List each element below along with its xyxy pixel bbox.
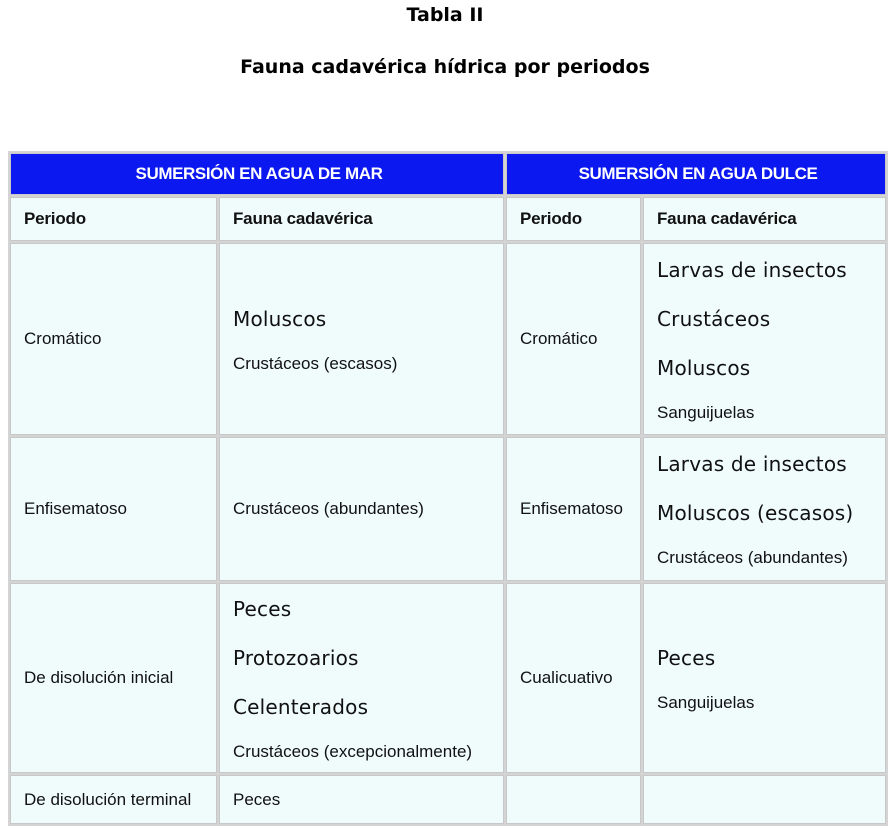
fauna-item: Crustáceos (excepcionalmente) <box>233 741 473 761</box>
table-caption: Tabla II <box>406 4 484 26</box>
fauna-item: Larvas de insectos <box>657 257 847 282</box>
periodo-mar-cell: De disolución inicial <box>10 583 217 773</box>
table-subtitle: Fauna cadavérica hídrica por periodos <box>240 56 650 78</box>
table-row <box>10 583 886 773</box>
fauna-item: Crustáceos (abundantes) <box>657 548 848 567</box>
fauna-item: Peces <box>657 645 716 670</box>
table-row <box>10 437 886 581</box>
subheader-row <box>10 197 886 241</box>
fauna-mar-cell <box>219 583 504 773</box>
fauna-mar-cell <box>219 243 504 435</box>
fauna-item: Moluscos <box>657 355 751 380</box>
periodo-dulce-cell: Cualicuativo <box>506 583 641 773</box>
header-agua-de-mar: SUMERSIÓN EN AGUA DE MAR <box>10 153 504 195</box>
periodo-mar-cell: Cromático <box>10 243 217 435</box>
table-row <box>10 243 886 435</box>
periodo-dulce-cell: Cromático <box>506 243 641 435</box>
fauna-item: Sanguijuelas <box>657 402 755 422</box>
fauna-item: Moluscos <box>233 306 327 331</box>
fauna-dulce-cell <box>643 437 886 581</box>
fauna-dulce-cell <box>643 775 886 824</box>
fauna-item: Larvas de insectos <box>657 452 847 476</box>
table-row <box>10 775 886 824</box>
fauna-item: Crustáceos (escasos) <box>233 353 398 373</box>
fauna-dulce-cell <box>643 243 886 435</box>
periodo-dulce-cell <box>506 775 641 824</box>
fauna-item: Crustáceos (abundantes) <box>233 499 424 518</box>
fauna-table <box>8 151 888 826</box>
fauna-mar-cell: Peces <box>219 775 504 824</box>
group-header-row <box>10 153 886 195</box>
periodo-dulce-cell: Enfisematoso <box>506 437 641 581</box>
fauna-item: Moluscos (escasos) <box>657 501 854 525</box>
fauna-item: Celenterados <box>233 694 369 719</box>
subheader-periodo-mar: Periodo <box>10 197 217 241</box>
fauna-item: Peces <box>233 596 292 621</box>
subheader-periodo-dulce: Periodo <box>506 197 641 241</box>
periodo-mar-cell: De disolución terminal <box>10 775 217 824</box>
subheader-fauna-mar: Fauna cadavérica <box>219 197 504 241</box>
header-agua-dulce: SUMERSIÓN EN AGUA DULCE <box>506 153 886 195</box>
fauna-item: Sanguijuelas <box>657 692 755 712</box>
fauna-item: Protozoarios <box>233 645 359 670</box>
fauna-dulce-cell <box>643 583 886 773</box>
subheader-fauna-dulce: Fauna cadavérica <box>643 197 886 241</box>
periodo-mar-cell: Enfisematoso <box>10 437 217 581</box>
fauna-item: Crustáceos <box>657 306 771 331</box>
fauna-mar-cell <box>219 437 504 581</box>
